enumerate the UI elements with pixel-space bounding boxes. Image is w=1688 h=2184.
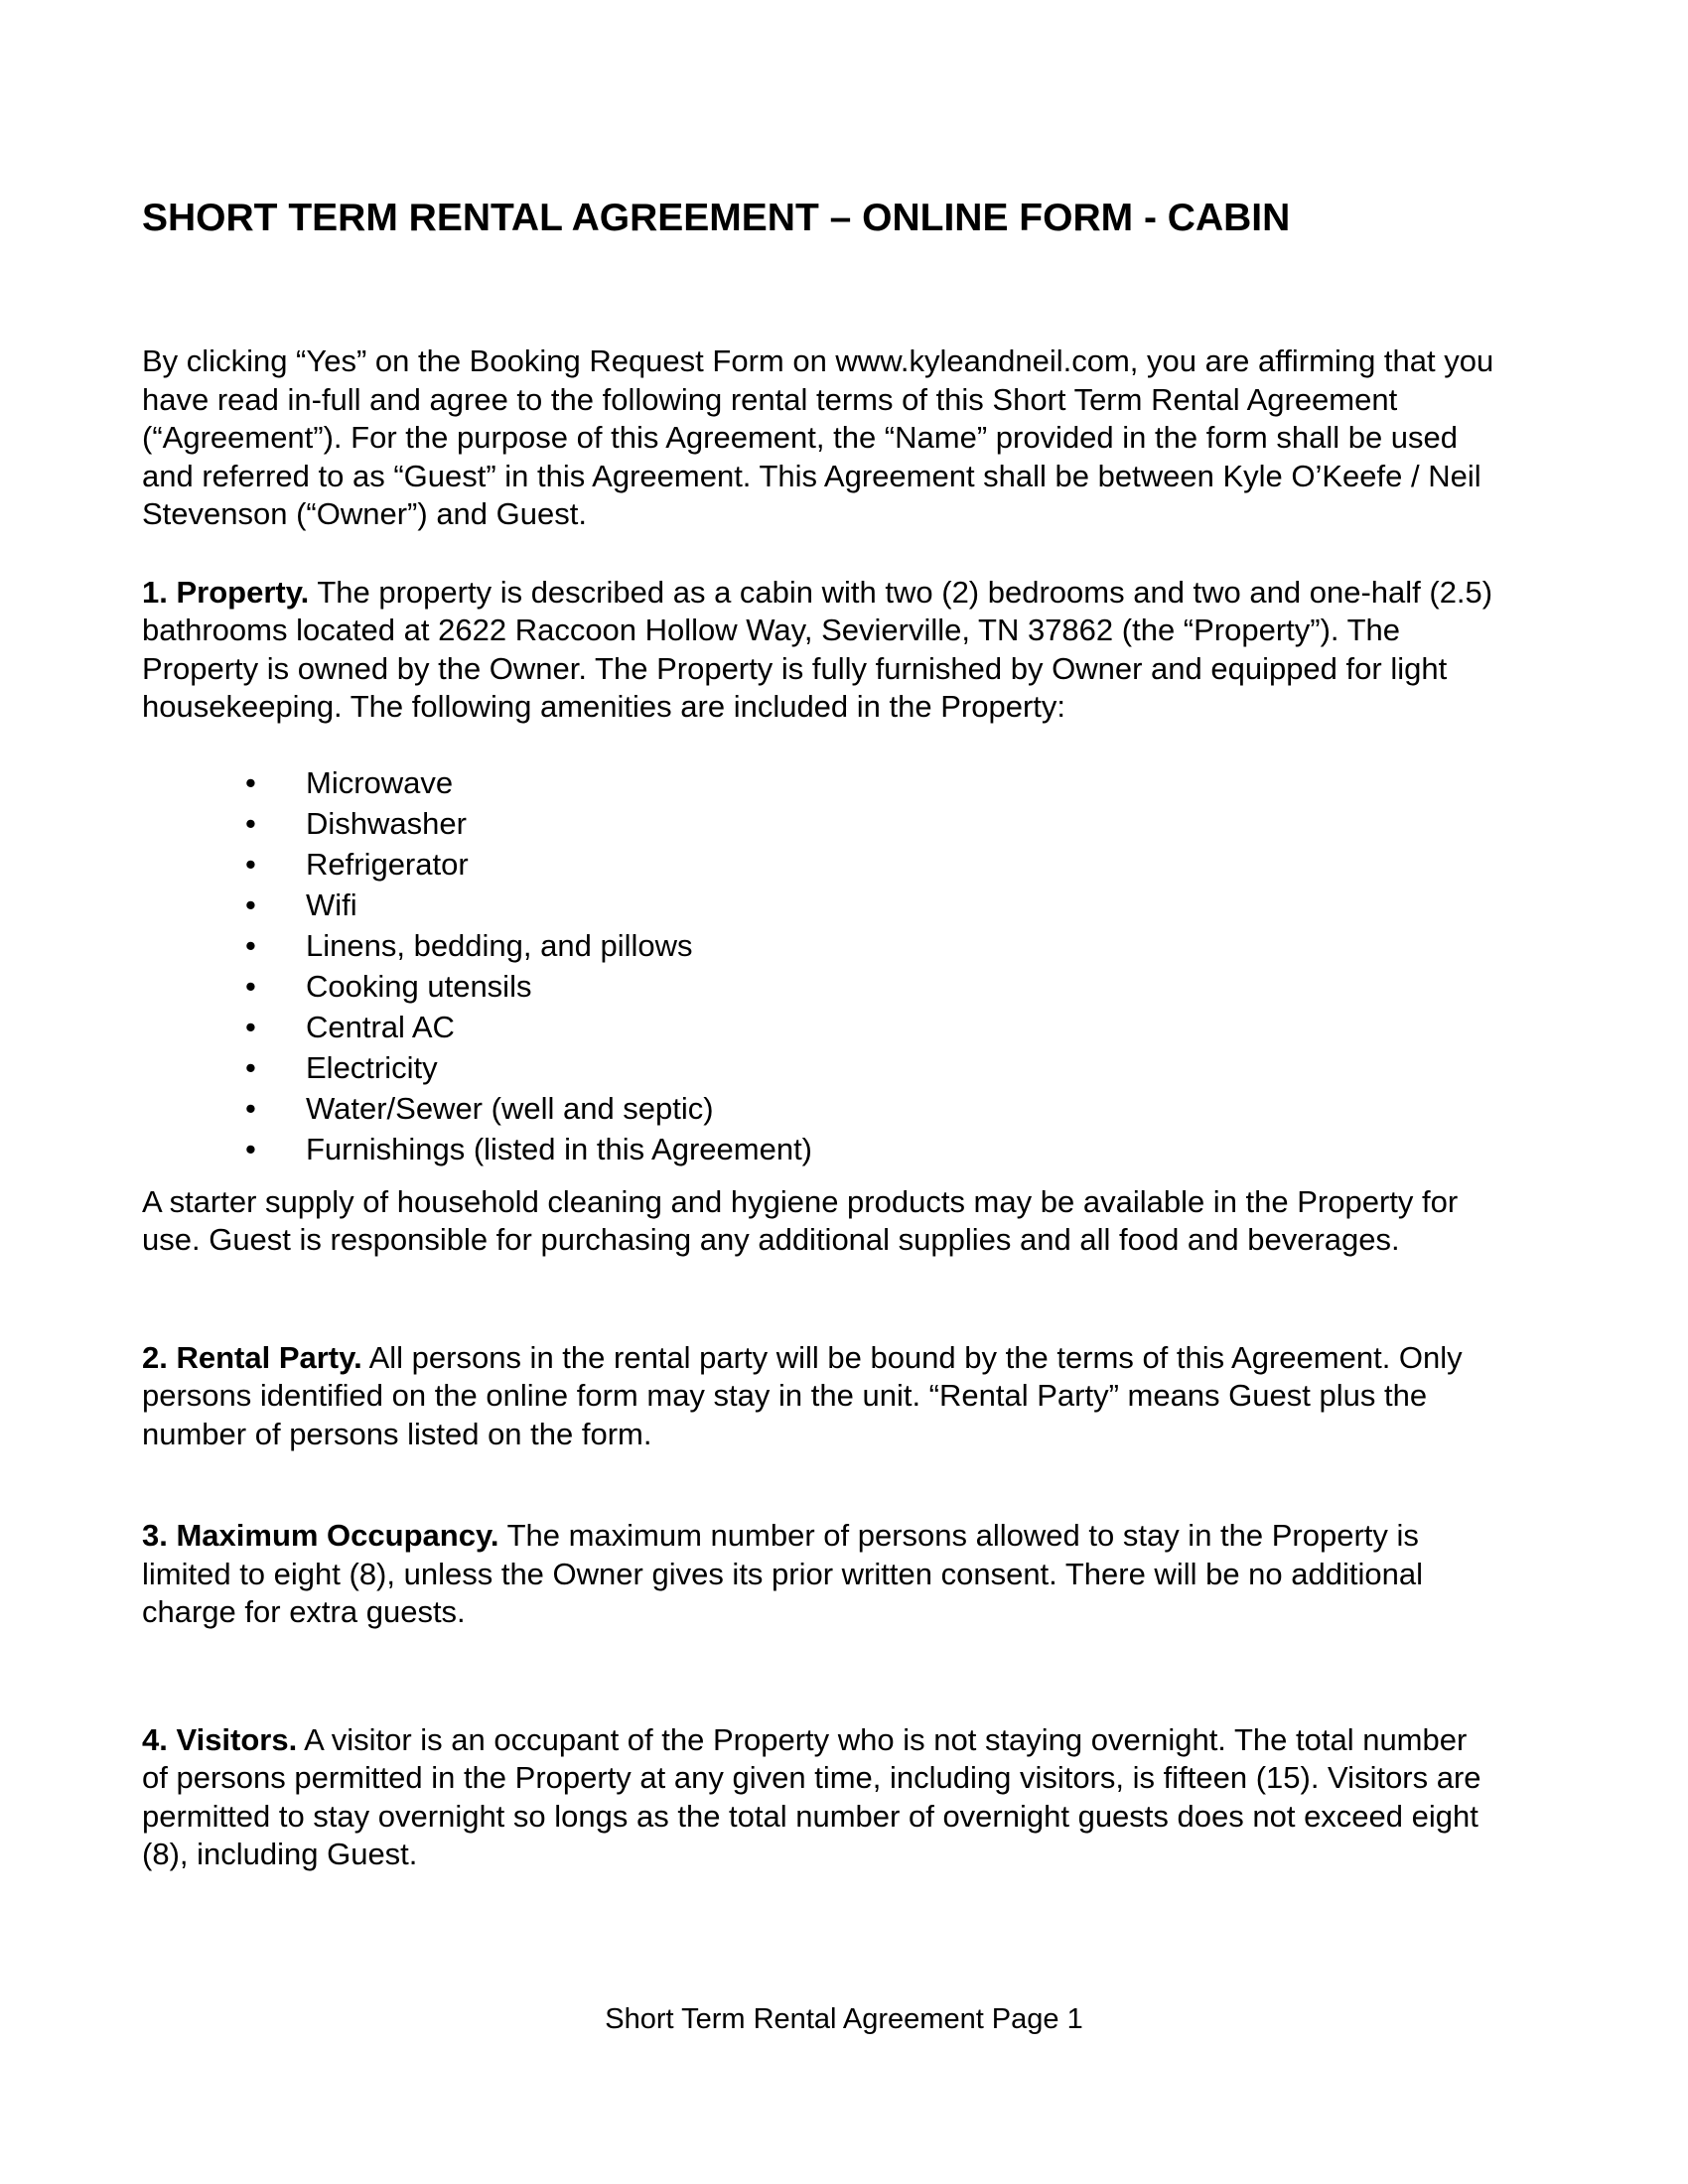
amenity-item: • Microwave — [142, 762, 1494, 803]
section-visitors-body: A visitor is an occupant of the Property who is not staying overnight. The total number of persons permitted in the Property at any given time, including visitors, is fifteen (15). Visitors are permitted to stay overnight so longs as the total number of overnight guests does not exceed eight (8), including Guest. — [142, 1721, 1481, 1871]
section-rental-party-heading: 2. Rental Party. — [142, 1339, 362, 1375]
document-title: SHORT TERM RENTAL AGREEMENT – ONLINE FORM - CABIN — [142, 197, 1291, 239]
amenity-item: • Central AC — [142, 1007, 1494, 1047]
amenity-item: • Linens, bedding, and pillows — [142, 925, 1494, 966]
section-max-occupancy-body: The maximum number of persons allowed to stay in the Property is limited to eight (8), unless the Owner gives its prior written consent. There will be no additional charge for extra guests. — [142, 1518, 1423, 1629]
section-rental-party-body: All persons in the rental party will be bound by the terms of this Agreement. Only persons identified on the online form may stay in the unit. “Rental Party” means Guest plus the number of persons listed on the form. — [142, 1339, 1463, 1451]
amenities-list — [142, 762, 1494, 1169]
amenity-item: • Electricity — [142, 1047, 1494, 1088]
amenity-item: • Refrigerator — [142, 844, 1494, 885]
starter-supply-paragraph: A starter supply of household cleaning and hygiene products may be available in the Property for use. Guest is responsible for purchasing any additional supplies and all food and beverages. — [142, 1183, 1459, 1257]
section-max-occupancy-paragraph — [142, 1517, 1494, 1632]
section-visitors-paragraph — [142, 1721, 1494, 1874]
section-property-body: The property is described as a cabin with two (2) bedrooms and two and one-half (2.5) bathrooms located at 2622 Raccoon Hollow Way, Sevierville, TN 37862 (the “Property”). The Property is owned by the Owner. The Property is fully furnished by Owner and equipped for light housekeeping. The following amenities are included in the Property: — [142, 574, 1493, 724]
section-max-occupancy-heading: 3. Maximum Occupancy. — [142, 1518, 499, 1553]
amenity-item: • Water/Sewer (well and septic) — [142, 1088, 1494, 1129]
section-property-paragraph — [142, 574, 1494, 727]
page-footer: Short Term Rental Agreement Page 1 — [605, 2003, 1083, 2035]
amenity-item: • Wifi — [142, 885, 1494, 925]
section-rental-party-paragraph — [142, 1339, 1494, 1454]
amenity-item: • Dishwasher — [142, 803, 1494, 844]
amenity-item: • Cooking utensils — [142, 966, 1494, 1007]
amenity-item: • Furnishings (listed in this Agreement) — [142, 1129, 1494, 1169]
section-property-heading: 1. Property. — [142, 574, 310, 610]
section-visitors-heading: 4. Visitors. — [142, 1721, 298, 1757]
intro-paragraph: By clicking “Yes” on the Booking Request Form on www.kyleandneil.com, you are affirming that you have read in-full and agree to the following rental terms of this Short Term Rental Agreement (“Agreement”). For the purpose of this Agreement, the “Name” provided in the form shall be used and referred to as “Guest” in this Agreement. This Agreement shall be between Kyle O’Keefe / Neil Stevenson (“Owner”) and Guest. — [142, 343, 1494, 531]
